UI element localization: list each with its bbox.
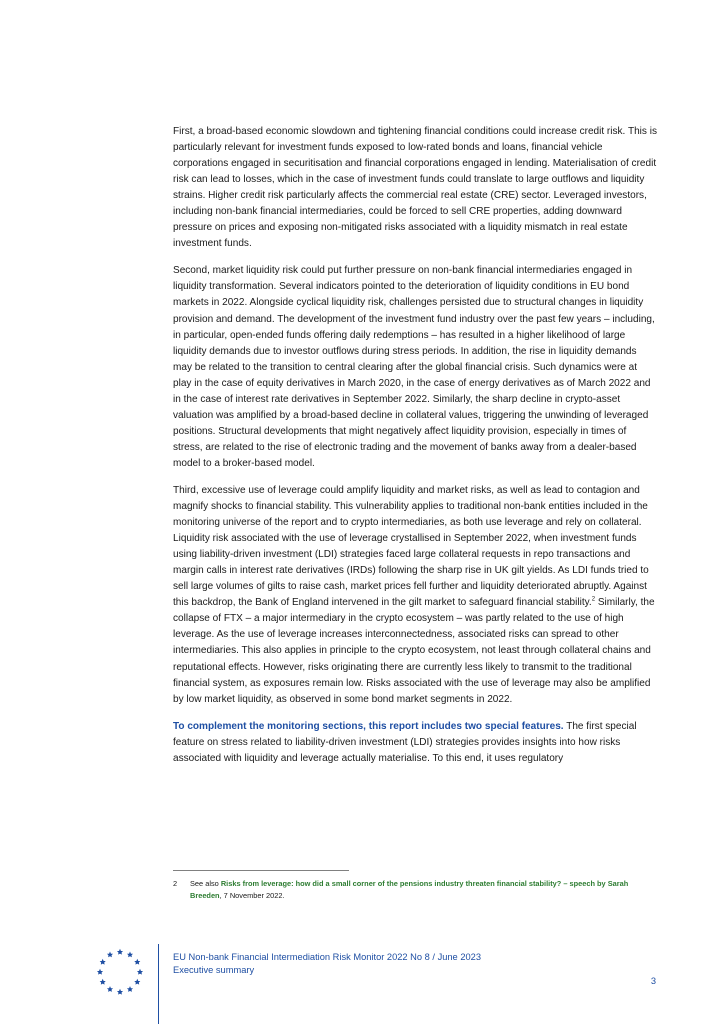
footnote-suffix: , 7 November 2022. (219, 890, 285, 900)
footnote-divider (173, 870, 349, 871)
paragraph-special-features (173, 719, 658, 767)
footnote-link[interactable]: Risks from leverage: how did a small corner of the pensions industry threaten financial stability? – speech by Sarah Breeden (190, 879, 629, 900)
footnote-number: 2 (173, 879, 178, 888)
paragraph-leverage-text-a: Third, excessive use of leverage could amplify liquidity and market risks, as well as lead to contagion and magnify shocks to financial stability. This vulnerability applies to traditional non-bank entities included in the monitoring universe of the report and to crypto intermediaries, as both use leverage and rely on collateral. Liquidity risk associated with the use of leverage crystallised in September 2022, when investment funds using liability-driven investment (LDI) strategies faced large collateral requests in repo transactions and margin calls in interest rate derivatives (IRDs) following the sharp rise in UK gilt yields. As LDI funds tried to sell large volumes of gilts to raise cash, market prices fell further and liquidity deteriorated abruptly. Against this backdrop, the Bank of England intervened in the gilt market to safeguard financial stability. (173, 484, 649, 609)
paragraph-credit-risk: First, a broad-based economic slowdown and tightening financial conditions could increase credit risk. This is particularly relevant for investment funds exposed to low-rated bonds and loans, financial vehicle corporations engaged in securitisation and financial corporations engaged in lending. Materialisation of credit risk can lead to losses, which in the case of investment funds could translate to large outflows and liquidity strains. Higher credit risk particularly affects the commercial real estate (CRE) sector. Leveraged investors, including non-bank financial intermediaries, could be forced to sell CRE properties, adding downward pressure on prices and exposing non-mitigated risks associated with a liquidity mismatch in real estate investment funds. (173, 126, 657, 250)
page-number: 3 (650, 976, 656, 986)
footnote-text (190, 878, 658, 901)
main-text (173, 124, 658, 778)
paragraph-leverage-text-b: Similarly, the collapse of FTX – a major intermediary in the crypto ecosystem – was partly related to the use of high leverage. As the use of leverage increases interconnectedness, associated risks can spread to other intermediaries. This also applies in principle to the crypto ecosystem, not least through collateral chains and reputational effects. However, risks originating there are currently less likely to transmit to the traditional financial system, as exposures remain low. Risks associated with the use of leverage may also be amplified by low market liquidity, as observed in some bond market segments in 2022. (173, 597, 655, 705)
paragraph-leverage (173, 483, 658, 708)
paragraph-special-features-text: The first special feature on stress related to liability-driven investment (LDI) strategies provides insights into how risks associated with liquidity and leverage actually materialise. To this end, it uses regulatory (173, 720, 637, 764)
footnote-reference[interactable]: 2 (591, 596, 596, 603)
footer-section: Executive summary (173, 964, 255, 975)
footer-title: EU Non-bank Financial Intermediation Risk Monitor 2022 No 8 / June 2023 (173, 952, 481, 962)
footnote-prefix: See also (190, 879, 221, 888)
eu-stars-logo (92, 944, 148, 1000)
footnote (173, 878, 658, 901)
footer (173, 951, 613, 976)
footer-divider (158, 944, 159, 1024)
paragraph-liquidity-risk: Second, market liquidity risk could put further pressure on non-bank financial intermediaries engaged in liquidity transformation. Several indicators pointed to the deterioration of liquidity conditions in EU bond markets in 2022. Alongside cyclical liquidity risk, challenges persisted due to structural changes in liquidity provision and demand. The development of the investment fund industry over the past few years – including, in particular, open-ended funds offering daily redemptions – has resulted in a higher likelihood of large liquidity demands due to investor outflows during stress periods. In addition, the rise in liquidity demands may be related to the transition to central clearing after the global financial crisis. Such dynamics were at play in the case of equity derivatives in March 2020, in the case of energy derivatives as of March 2022 and in the case of interest rate derivatives in September 2022. Similarly, the sharp decline in crypto-asset valuation was amplified by a broad-based decline in collateral values, triggering the unwinding of leveraged positions. Structural developments that might negatively affect liquidity provision, especially in times of stress, are related to the rise of electronic trading and the movement of banks away from a dealer-based model to a broker-based model. (173, 265, 655, 469)
paragraph-lead-sentence: To complement the monitoring sections, this report includes two special features. (173, 720, 564, 732)
